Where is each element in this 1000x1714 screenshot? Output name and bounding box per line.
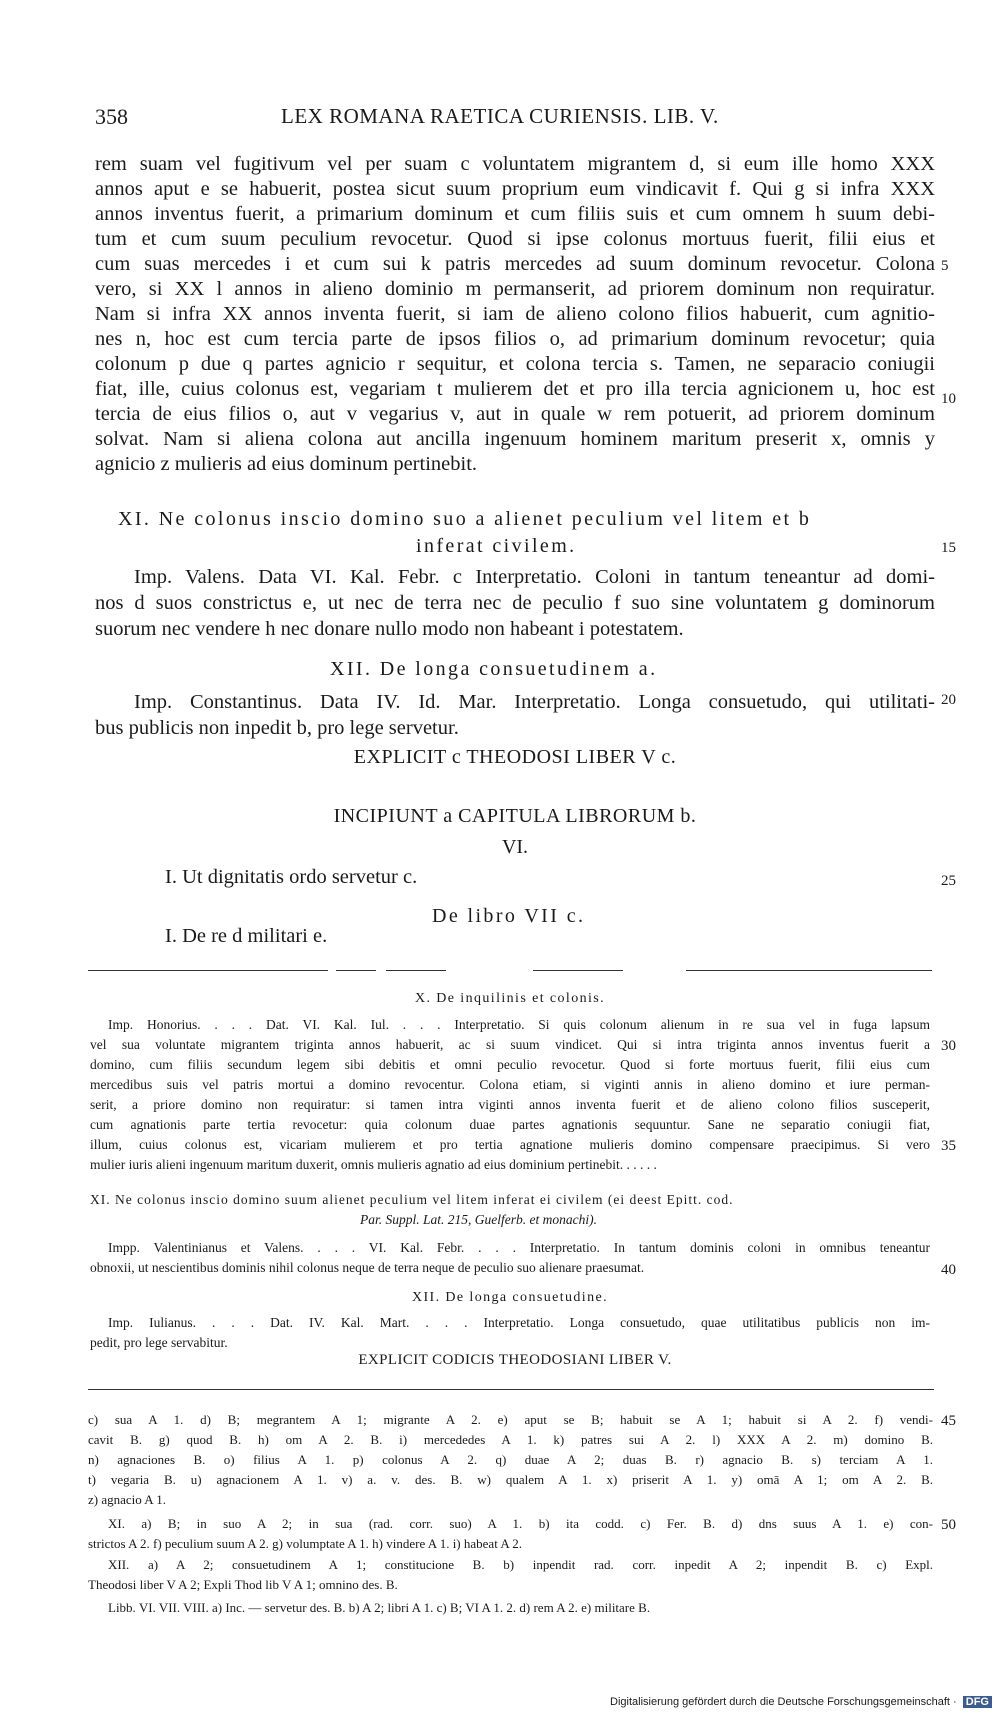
running-title: LEX ROMANA RAETICA CURIENSIS. LIB. V. — [281, 104, 719, 128]
parallel-x-body: vel sua voluntate migrantem triginta annos habuerit, ac si suum vindicet. Qui si intra triginta annos inventus fuerit a — [90, 1037, 930, 1052]
book-vi-heading: VI. — [501, 836, 529, 858]
parallel-xi-body: Impp. Valentinianus et Valens. . . . VI. Kal. Febr. . . . Interpretatio. In tantum dominis coloni in omnibus teneantur — [108, 1240, 930, 1255]
section-xi-title-cont: inferat civilem. — [416, 535, 577, 557]
variant-line: n) agnaciones B. o) filius A 1. p) colonus A 2. q) duae A 2; duas B. r) agnacio B. s) terciam A 1. — [88, 1452, 933, 1467]
text-line: solvat. Nam si aliena colona aut ancilla ingenuum hominem maritum preserit x, omnis y — [95, 428, 935, 450]
digitization-footer — [610, 1696, 992, 1708]
parallel-x-body: mulier iuris alieni ingenuum maritum duxerit, omnis mulieris agnatio ad eius dominium pertinebit. . . . . . — [90, 1157, 657, 1172]
text-line: tum et cum suum peculium revocetur. Quod si ipse colonus mortuus fuerit, filii eius et — [95, 228, 935, 250]
line-number: 35 — [941, 1138, 956, 1154]
separator-rule — [533, 970, 623, 971]
section-xi-body: suorum nec vendere h nec donare nullo modo non habeant i potestatem. — [95, 618, 684, 640]
line-number: 40 — [941, 1262, 956, 1278]
digitization-note: Digitalisierung gefördert durch die Deutsche Forschungsgemeinschaft · — [610, 1696, 957, 1708]
parallel-x-title: X. De inquilinis et colonis. — [414, 991, 606, 1006]
line-number: 5 — [941, 258, 949, 274]
running-header — [95, 104, 915, 134]
parallel-xi-title: XI. Ne colonus inscio domino suum alienet peculium vel litem inferat ei civilem (ei deest Epitt. cod. — [90, 1192, 734, 1207]
parallel-xii-body: Imp. Iulianus. . . . Dat. IV. Kal. Mart. . . . Interpretatio. Longa consuetudo, quae utilitatibus publicis non im- — [108, 1315, 930, 1330]
variant-line: Theodosi liber V A 2; Expli Thod lib V A 1; omnino des. B. — [88, 1577, 398, 1592]
book-vii-heading: De libro VII c. — [432, 905, 586, 927]
parallel-xi-title-cont: Par. Suppl. Lat. 215, Guelferb. et monachi). — [360, 1212, 597, 1227]
parallel-x-body: serit, a priore domino non requiratur: si tamen intra viginti annos inventa fuerit et de alieno colono filios susceperit, — [90, 1097, 930, 1112]
separator-rule — [386, 970, 446, 971]
text-line: annos inventus fuerit, a primarium dominum et cum filiis suis et cum omnem h suum debi- — [95, 203, 935, 225]
parallel-x-body: illum, cuius colonus est, vicariam mulierem et pro tertia agnatione mulieris domino compensare praecipimus. Si vero — [90, 1137, 930, 1152]
section-xii-body: bus publicis non inpedit b, pro lege servetur. — [95, 717, 459, 739]
separator-rule — [336, 970, 376, 971]
incipiunt-line: INCIPIUNT a CAPITULA LIBRORUM b. — [333, 805, 697, 827]
parallel-explicit: EXPLICIT CODICIS THEODOSIANI LIBER V. — [358, 1352, 672, 1368]
line-number: 20 — [941, 692, 956, 708]
text-line: cum suas mercedes i et cum sui k patris mercedes ad suum dominum revocetur. Colona — [95, 253, 935, 275]
section-xii-body: Imp. Constantinus. Data IV. Id. Mar. Interpretatio. Longa consuetudo, qui utilitati- — [134, 691, 935, 713]
section-xi-body: nos d suos constrictus e, ut nec de terra nec de peculio f suo sine voluntatem g dominorum — [95, 592, 935, 614]
separator-rule — [88, 970, 328, 971]
footnote-rule — [88, 1389, 934, 1390]
section-xii-title: XII. De longa consuetudinem a. — [330, 658, 658, 680]
variant-line: XII. a) A 2; consuetudinem A 1; constitucione B. b) inpendit rad. corr. inpedit A 2; inpendit B. c) Expl. — [108, 1557, 933, 1572]
parallel-x-body: domino, cum filiis secundum legem sibi debitis et omni peculio revocetur. Quod si forte mortuus fuerit, filii eius cum — [90, 1057, 930, 1072]
text-line: fiat, ille, cuius colonus est, vegariam t mulierem det et pro illa tercia agnicionem u, hoc est — [95, 378, 935, 400]
section-xi-title: XI. Ne colonus inscio domino suo a alienet peculium vel litem et b — [118, 508, 812, 530]
text-line: tercia de eius filios o, aut v vegarius v, aut in quale w rem potuerit, ad priorem dominum — [95, 403, 935, 425]
text-line: Nam si infra XX annos inventa fuerit, si iam de alieno colono filios habuerit, cum agnitio- — [95, 303, 935, 325]
parallel-xii-body: pedit, pro lege servabitur. — [90, 1335, 228, 1350]
variant-line: strictos A 2. f) peculium suum A 2. g) volumptate A 1. h) vindere A 1. i) habeat A 2. — [88, 1536, 523, 1551]
parallel-xi-body: obnoxii, ut nescientibus dominis nihil colonus neque de terra neque de peculio suo alienare praesumat. — [90, 1260, 645, 1275]
line-number: 50 — [941, 1517, 956, 1533]
variant-line: t) vegaria B. u) agnacionem A 1. v) a. v. des. B. w) qualem A 1. x) priserit A 1. y) omā A 1; om A 2. B. — [88, 1472, 933, 1487]
variant-line: z) agnacio A 1. — [88, 1492, 166, 1507]
dfg-logo: DFG — [963, 1696, 992, 1708]
parallel-xii-title: XII. De longa consuetudine. — [411, 1290, 609, 1305]
separator-rule — [686, 970, 932, 971]
text-line: agnicio z mulieris ad eius dominum pertinebit. — [95, 453, 478, 475]
variant-line: Libb. VI. VII. VIII. a) Inc. — servetur des. B. b) A 2; libri A 1. c) B; VI A 1. 2. d) rem A 2. e) militare B. — [108, 1600, 651, 1615]
parallel-x-body: cum agnationis parte tertia revocetur: quia colonum duae partes agnationis sequuntur. Sane ne separatio coniugii fiat, — [90, 1117, 930, 1132]
explicit-line: EXPLICIT c THEODOSI LIBER V c. — [353, 746, 677, 768]
text-line: colonum p due q partes agnicio r sequitur, et colona tercia s. Tamen, ne separacio coniugii — [95, 353, 935, 375]
text-line: nes n, hoc est cum tercia parte de ipsos filios o, ad primarium dominum revocetur; quia — [95, 328, 935, 350]
line-number: 25 — [941, 873, 956, 889]
variant-line: XI. a) B; in suo A 2; in sua (rad. corr. suo) A 1. b) ita codd. c) Fer. B. d) dns suus A 1. e) con- — [108, 1516, 933, 1531]
line-number: 30 — [941, 1038, 956, 1054]
line-number: 45 — [941, 1413, 956, 1429]
text-line: vero, si XX l annos in alieno dominio m permanserit, ad priorem dominum non requiratur. — [95, 278, 935, 300]
variant-line: cavit B. g) quod B. h) om A 2. B. i) mercededes A 1. k) patres sui A 2. l) XXX A 2. m) domino B. — [88, 1432, 933, 1447]
text-line: annos aput e se habuerit, postea sicut suum proprium eum vindicavit f. Qui g si infra XXX — [95, 178, 935, 200]
book-vi-chapter: I. Ut dignitatis ordo servetur c. — [165, 866, 418, 888]
line-number: 15 — [941, 540, 956, 556]
book-vii-chapter: I. De re d militari e. — [165, 925, 328, 947]
variant-line: c) sua A 1. d) B; megrantem A 1; migrante A 2. e) aput se B; habuit se A 1; habuit si A 2. f) vendi- — [88, 1412, 933, 1427]
page-number: 358 — [95, 104, 128, 129]
text-line: rem suam vel fugitivum vel per suam c voluntatem migrantem d, si eum ille homo XXX — [95, 153, 935, 175]
parallel-x-body: Imp. Honorius. . . . Dat. VI. Kal. Iul. . . . Interpretatio. Si quis colonum alienum in re sua vel in fuga lapsum — [108, 1017, 930, 1032]
section-xi-body: Imp. Valens. Data VI. Kal. Febr. c Interpretatio. Coloni in tantum teneantur ad domi- — [134, 566, 935, 588]
parallel-x-body: mercedibus suis vel patris mortui a domino revocentur. Colona etiam, si viginti annis in alieno domino et iure perman- — [90, 1077, 930, 1092]
line-number: 10 — [941, 391, 956, 407]
